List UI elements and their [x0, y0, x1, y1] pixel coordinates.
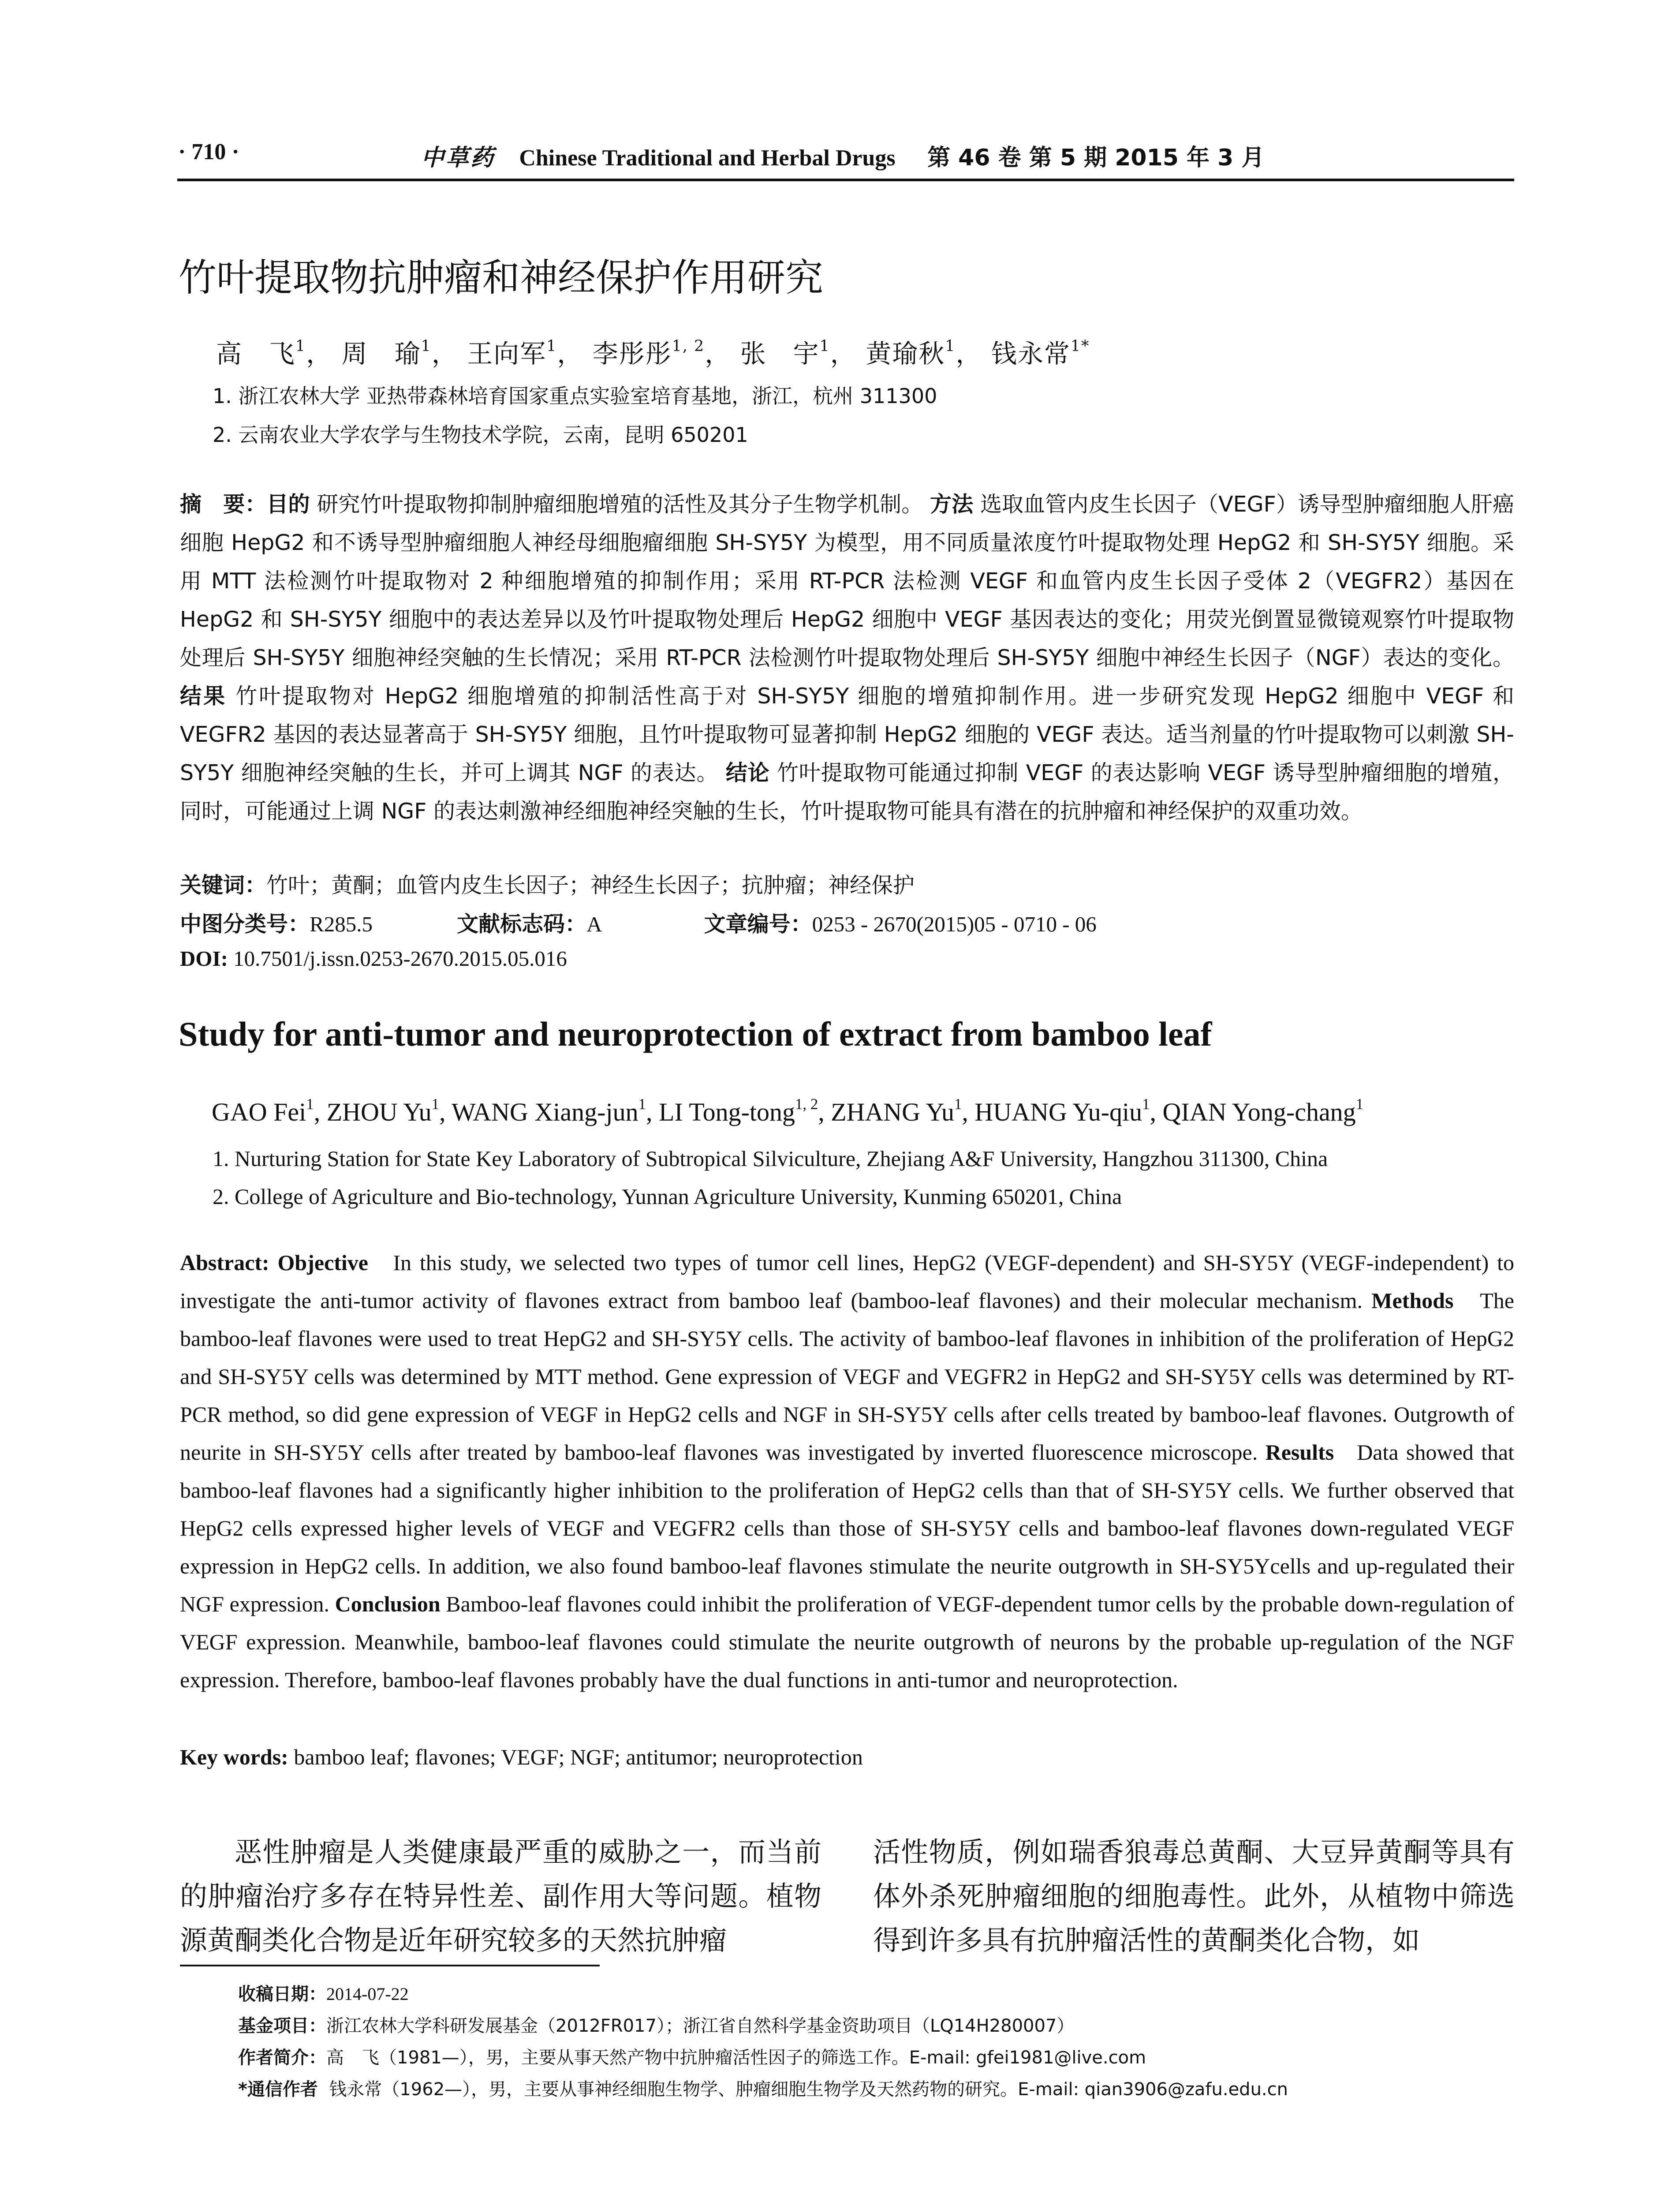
- author-sup: 1: [638, 1095, 646, 1113]
- objective-text: In this study, we selected two types of tumor cell lines, HepG2 (VEGF-dependent) and SH-SY5Y (VEGF-independent) to investigate the anti-tumor activity of flavones extract from bamboo leaf (bamboo-leaf flavones) and their molecular mechanism.: [180, 1250, 1515, 1313]
- author-name: WANG Xiang-jun: [451, 1098, 638, 1126]
- author-sup: 1: [954, 1095, 962, 1113]
- journal-issue: 第 46 卷 第 5 期 2015 年 3 月: [927, 145, 1265, 171]
- chinese-affiliation-1: 1. 浙江农林大学 亚热带森林培育国家重点实验室培育基地，浙江，杭州 311300: [213, 384, 937, 408]
- footnote-received: [238, 1980, 409, 2005]
- page-number: · 710 ·: [178, 139, 239, 164]
- header-rule: [177, 179, 1514, 181]
- abstract-label: Abstract:: [180, 1250, 269, 1275]
- doc-code-label: 文献标志码：: [457, 912, 587, 937]
- author-name: ZHANG Yu: [831, 1098, 954, 1126]
- chinese-abstract: [180, 485, 1514, 830]
- conclusion-text: Bamboo-leaf flavones could inhibit the proliferation of VEGF-dependent tumor cells by the probable down-regulation of VEGF expression. Meanwhile, bamboo-leaf flavones could stimulate the neurite outgrowth of neurons by the probable up-regulation of the NGF expression. Therefore, bamboo-leaf flavones probably have the dual functions in anti-tumor and neuroprotection.: [180, 1592, 1515, 1692]
- clc-value: R285.5: [310, 912, 373, 936]
- author-name: LI Tong-tong: [659, 1098, 795, 1126]
- classification-line: [180, 907, 1514, 938]
- footnote-rule: [180, 1965, 600, 1966]
- conclusion-text: 竹叶提取物可能通过抑制 VEGF 的表达影响 VEGF 诱导型肿瘤细胞的增殖，同时，可能通过上调 NGF 的表达刺激神经细胞神经突触的生长，竹叶提取物可能具有潜在的抗肿瘤和神经保护的双重功效。: [180, 760, 1515, 824]
- author-sup: 1, 2: [672, 337, 705, 355]
- english-authors: GAO Fei$^1$, ZHOU Yu$^1$, WANG Xiang-jun$^1$, LI Tong-tong$^{1, 2}$, ZHANG Yu$^1$, HUANG Yu-qiu$^1$, QIAN Yong-chang$^1$: [212, 1095, 1364, 1126]
- keywords-label: Key words:: [180, 1745, 288, 1769]
- english-keywords: [180, 1744, 1514, 1770]
- objective-text: 研究竹叶提取物抑制肿瘤细胞增殖的活性及其分子生物学机制。: [317, 492, 923, 517]
- footnote-fund: [238, 2012, 1074, 2037]
- author-name: 王向军: [467, 339, 547, 369]
- english-title: Study for anti-tumor and neuroprotection of extract from bamboo leaf: [179, 1015, 1212, 1053]
- doi-label: DOI:: [180, 946, 228, 971]
- methods-text: 选取血管内皮生长因子（VEGF）诱导型肿瘤细胞人肝癌细胞 HepG2 和不诱导型肿瘤细胞人神经母细胞瘤细胞 SH-SY5Y 为模型，用不同质量浓度竹叶提取物处理 HepG2 和 SH-SY5Y 细胞。采用 MTT 法检测竹叶提取物对 2 种细胞增殖的抑制作用；采用 RT-PCR 法检测 VEGF 和血管内皮生长因子受体 2（VEGFR2）基因在 HepG2 和 SH-SY5Y 细胞中的表达差异以及竹叶提取物处理后 HepG2 细胞中 VEGF 基因表达的变化；用荧光倒置显微镜观察竹叶提取物处理后 SH-SY5Y 细胞神经突触的生长情况；采用 RT-PCR 法检测竹叶提取物处理后 SH-SY5Y 细胞中神经生长因子（NGF）表达的变化。: [180, 492, 1514, 670]
- author-name: ZHOU Yu: [326, 1098, 432, 1126]
- journal-name-en: Chinese Traditional and Herbal Drugs: [519, 146, 896, 171]
- objective-label: 目的: [266, 492, 310, 517]
- keywords-label: 关键词：: [180, 873, 267, 898]
- results-label: 结果: [180, 684, 227, 709]
- author-sup: 1, 2: [795, 1095, 818, 1113]
- results-text: 竹叶提取物对 HepG2 细胞增殖的抑制活性高于对 SH-SY5Y 细胞的增殖抑制作用。进一步研究发现 HepG2 细胞中 VEGF 和 VEGFR2 基因的表达显著高于 SH-SY5Y 细胞，且竹叶提取物可显著抑制 HepG2 细胞的 VEGF 表达。适当剂量的竹叶提取物可以刺激 SH-SY5Y 细胞神经突触的生长，并可上调其 NGF 的表达。: [180, 684, 1514, 785]
- author-sup: 1: [306, 1095, 314, 1113]
- author-name: 钱永常: [991, 339, 1071, 369]
- footnote-corresponding: [238, 2075, 1288, 2100]
- corresponding-label: *通信作者: [238, 2079, 318, 2100]
- results-text: Data showed that bamboo-leaf flavones had a significantly higher inhibition to the proliferation of HepG2 cells than that of SH-SY5Y cells. We further observed that HepG2 cells expressed higher levels of VEGF and VEGFR2 cells than those of SH-SY5Y cells and bamboo-leaf flavones down-regulated VEGF expression in HepG2 cells. In addition, we also found bamboo-leaf flavones stimulate the neurite outgrowth in SH-SY5Ycells and up-regulated their NGF expression.: [180, 1440, 1515, 1616]
- methods-text: The bamboo-leaf flavones were used to treat HepG2 and SH-SY5Y cells. The activity of bamboo-leaf flavones in inhibition of the proliferation of HepG2 and SH-SY5Y cells was determined by MTT method. Gene expression of VEGF and VEGFR2 in HepG2 and SH-SY5Y cells was determined by RT-PCR method, so did gene expression of VEGF in HepG2 cells and NGF in SH-SY5Y cells after cells treated by bamboo-leaf flavones. Outgrowth of neurite in SH-SY5Y cells after treated by bamboo-leaf flavones was investigated by inverted fluorescence microscope.: [180, 1288, 1514, 1465]
- results-label: Results: [1265, 1440, 1334, 1465]
- author-sup: 1: [431, 1095, 439, 1113]
- author-sup: 1: [945, 337, 956, 355]
- author-bio-label: 作者简介：: [238, 2048, 326, 2068]
- objective-label: Objective: [277, 1250, 368, 1275]
- author-name: 李彤彤: [592, 339, 672, 369]
- english-abstract: [180, 1244, 1514, 1699]
- keywords-text: 竹叶；黄酮；血管内皮生长因子；神经生长因子；抗肿瘤；神经保护: [266, 873, 915, 898]
- corresponding-text: 钱永常（1962—），男，主要从事神经细胞生物学、肿瘤细胞生物学及天然药物的研究。E-mail: qian3906@zafu.edu.cn: [329, 2079, 1288, 2100]
- keywords-text: bamboo leaf; flavones; VEGF; NGF; antitumor; neuroprotection: [294, 1745, 863, 1769]
- received-date: 2014-07-22: [326, 1984, 409, 2004]
- author-sup: 1: [1142, 1095, 1150, 1113]
- author-name: 黄瑜秋: [866, 339, 945, 369]
- journal-header: [421, 139, 1264, 172]
- chinese-authors: 高 飞$^1$， 周 瑜$^1$， 王向军$^1$， 李彤彤$^{1, 2}$， 张 宇$^1$， 黄瑜秋$^1$， 钱永常$^{1*}$: [216, 337, 1090, 369]
- body-column-right: 活性物质，例如瑞香狼毒总黄酮、大豆异黄酮等具有体外杀死肿瘤细胞的细胞毒性。此外，从植物中筛选得到许多具有抗肿瘤活性的黄酮类化合物，如: [873, 1836, 1515, 1956]
- author-name: 周 瑜: [341, 339, 421, 369]
- author-name: QIAN Yong-chang: [1162, 1098, 1356, 1126]
- methods-label: Methods: [1371, 1288, 1454, 1313]
- clc-label: 中图分类号：: [180, 912, 310, 937]
- chinese-affiliation-2: 2. 云南农业大学农学与生物技术学院，云南，昆明 650201: [213, 423, 748, 447]
- doi-line: [180, 946, 1514, 971]
- author-sup: 1: [819, 337, 830, 355]
- author-sup: 1*: [1070, 337, 1090, 355]
- chinese-title: 竹叶提取物抗肿瘤和神经保护作用研究: [179, 256, 823, 300]
- article-number-label: 文章编号：: [704, 912, 812, 937]
- english-affiliation-2: 2. College of Agriculture and Bio-technology, Yunnan Agriculture University, Kunming 650201, China: [213, 1184, 1122, 1209]
- author-name: 高 飞: [216, 339, 296, 369]
- author-sup: 1: [421, 337, 432, 355]
- fund-text: 浙江农林大学科研发展基金（2012FR017）；浙江省自然科学基金资助项目（LQ14H280007）: [326, 2016, 1075, 2036]
- body-column-left: 恶性肿瘤是人类健康最严重的威胁之一，而当前的肿瘤治疗多存在特异性差、副作用大等问题。植物源黄酮类化合物是近年研究较多的天然抗肿瘤: [180, 1836, 821, 1956]
- methods-label: 方法: [930, 492, 974, 517]
- author-name: 张 宇: [740, 339, 820, 369]
- doc-code-value: A: [586, 912, 602, 936]
- journal-name-cn: 中草药: [421, 145, 496, 171]
- author-bio-text: 高 飞（1981—），男，主要从事天然产物中抗肿瘤活性因子的筛选工作。E-mail: gfei1981@live.com: [326, 2048, 1146, 2068]
- abstract-label: 摘 要：: [180, 492, 267, 517]
- english-affiliation-1: 1. Nurturing Station for State Key Laboratory of Subtropical Silviculture, Zhejiang A&F University, Hangzhou 311300, China: [213, 1146, 1328, 1171]
- author-name: GAO Fei: [212, 1098, 306, 1126]
- received-label: 收稿日期：: [238, 1984, 326, 2004]
- footnote-author: [238, 2044, 1146, 2069]
- conclusion-label: Conclusion: [335, 1592, 441, 1616]
- conclusion-label: 结论: [725, 760, 770, 785]
- author-name: HUANG Yu-qiu: [974, 1098, 1142, 1126]
- author-sup: 1: [1355, 1095, 1364, 1113]
- author-sup: 1: [546, 337, 557, 355]
- chinese-keywords: [180, 868, 1514, 899]
- doi-value[interactable]: 10.7501/j.issn.0253-2670.2015.05.016: [233, 946, 567, 971]
- fund-label: 基金项目：: [238, 2016, 326, 2036]
- author-sup: 1: [295, 337, 306, 355]
- article-number-value: 0253 - 2670(2015)05 - 0710 - 06: [812, 912, 1097, 936]
